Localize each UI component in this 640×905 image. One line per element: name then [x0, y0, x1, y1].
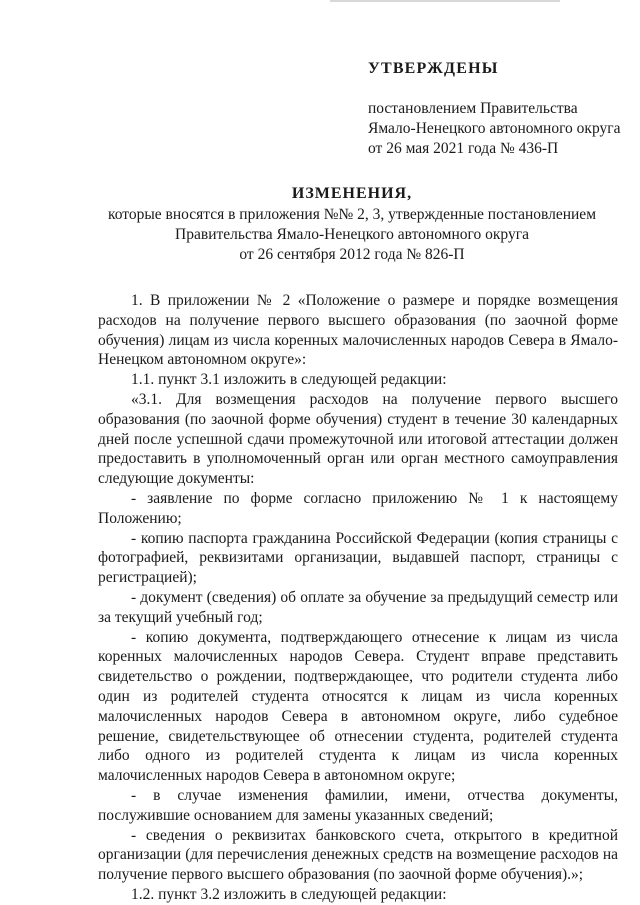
- title-line-2: Правительства Ямало-Ненецкого автономного округа: [175, 226, 529, 243]
- approval-block: [368, 60, 621, 159]
- paragraph-item-1-2: 1.2. пункт 3.2 изложить в следующей редакции:: [131, 885, 447, 903]
- title-line-3: от 26 сентября 2012 года № 826-П: [239, 246, 465, 263]
- approval-heading: УТВЕРЖДЕНЫ: [368, 60, 499, 77]
- list-item-application: - заявление по форме согласно приложению № 1 к настоящему Положению;: [98, 489, 618, 527]
- list-item-payment: - документ (сведения) об оплате за обучение за предыдущий семестр или за текущий учебный год;: [98, 588, 618, 626]
- paragraph-clause-3-1: «3.1. Для возмещения расходов на получение первого высшего образования (по заочной форме обучения) студент в течение 30 календарных дней после успешной сдачи промежуточной или итоговой аттестации должен предоставить в уполномоченный орган или орган местного самоуправления следующие документы:: [98, 390, 618, 488]
- title-line-1: которые вносятся в приложения №№ 2, 3, утвержденные постановлением: [107, 206, 596, 223]
- document-body: [98, 291, 618, 905]
- scan-artifact-line: [330, 0, 560, 2]
- list-item-passport: - копию паспорта гражданина Российской Федерации (копия страницы с фотографией, реквизитами организации, выдавшей паспорт, страницы с регистрацией);: [98, 529, 618, 587]
- document-title: ИЗМЕНЕНИЯ,: [291, 185, 413, 202]
- list-item-indigenous-status: - копию документа, подтверждающего отнесение к лицам из числа коренных малочисленных народов Севера. Студент вправе представить свидетельство о рождении, подтверждающее, что родители студента либо один из родителей студента относятся к лицам из числа коренных малочисленных народов Севера в автономном округе, либо судебное решение, свидетельствующее об отнесении студента, родителей студента либо одного из родителей студента к лицам из числа коренных малочисленных народов Севера в автономном округе;: [98, 628, 618, 785]
- paragraph-item-1: 1. В приложении № 2 «Положение о размере и порядке возмещения расходов на получение первого высшего образования (по заочной форме обучения) лицам из числа коренных малочисленных народов Севера в Ямало-Ненецком автономном округе»:: [98, 292, 618, 369]
- approval-line-region: Ямало-Ненецкого автономного округа: [368, 120, 621, 137]
- approval-line-date: от 26 мая 2021 года № 436-П: [368, 140, 559, 157]
- document-title-block: [80, 183, 624, 265]
- paragraph-item-1-1: 1.1. пункт 3.1 изложить в следующей редакции:: [131, 371, 447, 389]
- list-item-bank-details: - сведения о реквизитах банковского счета, открытого в кредитной организации (для перечисления денежных средств на возмещение расходов на получение первого высшего образования (по заочной форме обучения).»;: [98, 826, 618, 884]
- list-item-name-change: - в случае изменения фамилии, имени, отчества документы, послужившие основанием для замены указанных сведений;: [98, 786, 618, 824]
- approval-line-decree: постановлением Правительства: [368, 100, 578, 117]
